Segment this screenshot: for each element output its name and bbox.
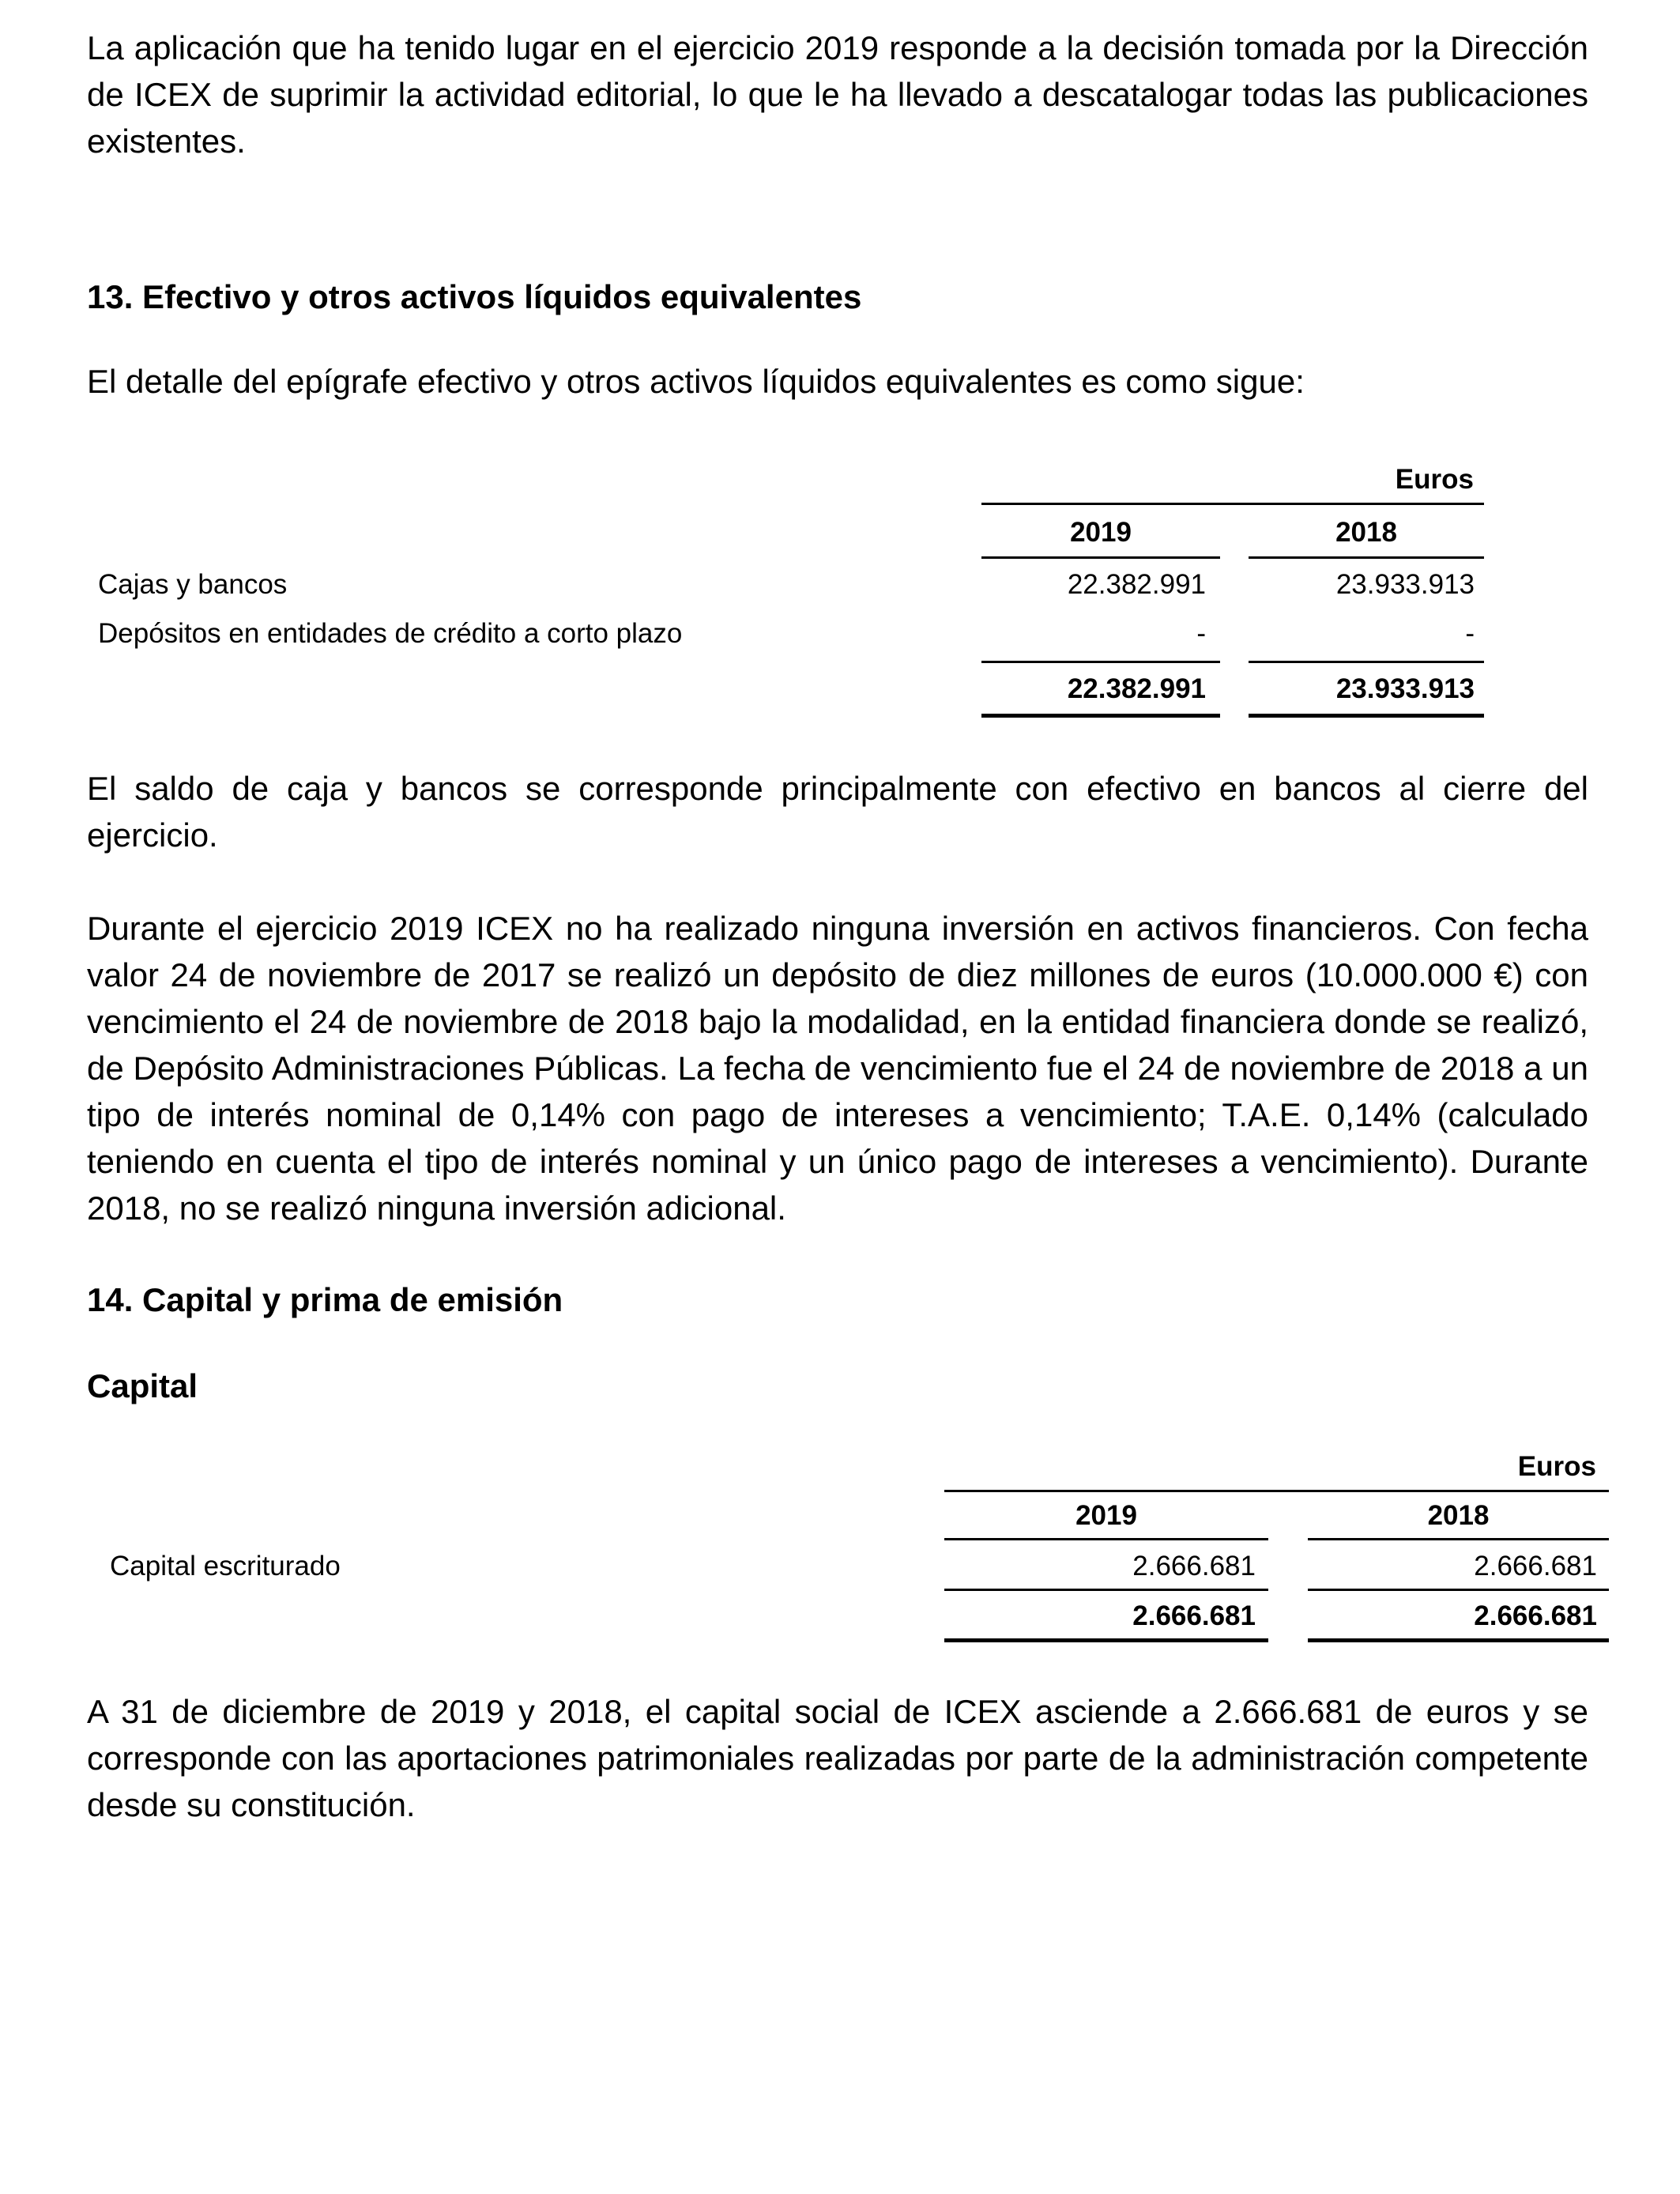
table1-col-2018-rule — [1249, 556, 1484, 559]
section-14-heading: 14. Capital y prima de emisión — [87, 1281, 563, 1318]
table1-row-label: Depósitos en entidades de crédito a corto plazo — [98, 618, 683, 649]
table1-subtotal-rule — [981, 661, 1220, 663]
capital-subheading: Capital — [87, 1367, 198, 1404]
table2-subtotal-rule — [944, 1589, 1268, 1591]
table2-col-2019: 2019 — [1075, 1500, 1137, 1531]
table1-col-2019: 2019 — [1070, 517, 1132, 548]
table1-col-2018: 2018 — [1335, 517, 1397, 548]
table2-col-2018-rule — [1308, 1538, 1609, 1540]
table1-row-value-2019: 22.382.991 — [1067, 569, 1206, 600]
table2-row-value-2019: 2.666.681 — [1132, 1551, 1256, 1581]
table1-unit-label: Euros — [1395, 464, 1474, 495]
table1-total-rule — [1249, 714, 1484, 718]
table1-header-rule — [981, 503, 1484, 505]
table1-total-2019: 22.382.991 — [1067, 673, 1206, 704]
table2-total-2018: 2.666.681 — [1474, 1600, 1597, 1631]
table2-total-rule — [944, 1638, 1268, 1642]
table2-subtotal-rule — [1308, 1589, 1609, 1591]
table1-total-rule — [981, 714, 1220, 718]
table1-row-value-2019: - — [1196, 618, 1206, 649]
table2-row-label: Capital escriturado — [110, 1551, 341, 1581]
table1-row-value-2018: 23.933.913 — [1335, 569, 1475, 600]
table2-row-value-2018: 2.666.681 — [1474, 1551, 1597, 1581]
intro-paragraph: La aplicación que ha tenido lugar en el ejercicio 2019 responde a la decisión tomada por la Dirección de ICEX de suprimir la actividad editorial, lo que le ha llevado a descatalogar todas las publicaciones existentes. — [87, 29, 1588, 160]
table1-subtotal-rule — [1249, 661, 1484, 663]
table1-row-value-2018: - — [1465, 618, 1475, 649]
section-13-heading: 13. Efectivo y otros activos líquidos equivalentes — [87, 278, 862, 315]
table2-total-rule — [1308, 1638, 1609, 1642]
table2-total-2019: 2.666.681 — [1132, 1600, 1256, 1631]
table1-row-label: Cajas y bancos — [98, 569, 288, 600]
table1-total-2018: 23.933.913 — [1335, 673, 1475, 704]
table1-col-2019-rule — [981, 556, 1220, 559]
table2-unit-label: Euros — [1517, 1451, 1596, 1482]
table2-col-2019-rule — [944, 1538, 1268, 1540]
investments-paragraph: Durante el ejercicio 2019 ICEX no ha realizado ninguna inversión en activos financieros. Con fecha valor 24 de noviembre de 2017 se realizó un depósito de diez millones de euros (10.000.000 €) con vencimiento el 24 de noviembre de 2018 bajo la modalidad, en la entidad financiera donde se realizó, de Depósito Administraciones Públicas. La fecha de vencimiento fue el 24 de noviembre de 2018 a un tipo de interés nominal de 0,14% con pago de intereses a vencimiento; T.A.E. 0,14% (calculado teniendo en cuenta el tipo de interés nominal y un único pago de intereses a vencimiento). Durante 2018, no se realizó ninguna inversión adicional. — [87, 910, 1588, 1227]
table1-intro-paragraph: El detalle del epígrafe efectivo y otros activos líquidos equivalentes es como sigue: — [87, 363, 1305, 400]
table2-col-2018: 2018 — [1427, 1500, 1490, 1531]
cash-balance-paragraph: El saldo de caja y bancos se corresponde principalmente con efectivo en bancos al cierre del ejercicio. — [87, 770, 1588, 854]
table2-header-rule — [944, 1490, 1609, 1492]
share-capital-paragraph: A 31 de diciembre de 2019 y 2018, el capital social de ICEX asciende a 2.666.681 de euros y se corresponde con las aportaciones patrimoniales realizadas por parte de la administración competente desde su constitución. — [87, 1693, 1588, 1823]
